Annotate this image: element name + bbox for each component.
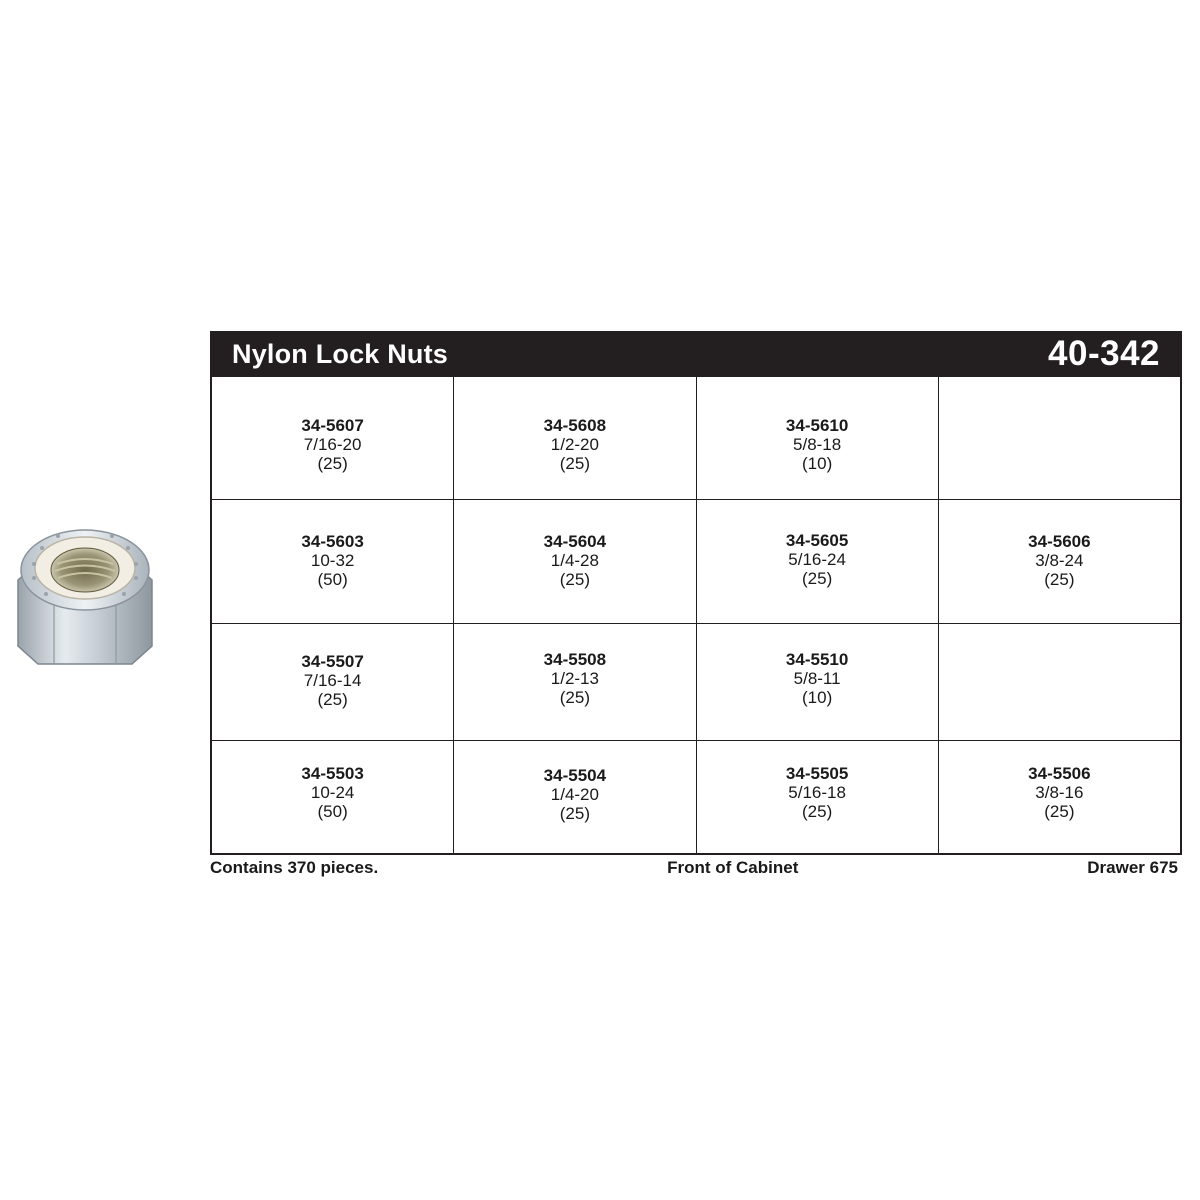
part-number: 34-5506: [1028, 764, 1091, 783]
thread-size: 1/2-13: [550, 669, 599, 688]
grid-row: [212, 624, 1180, 741]
part-number: 34-5503: [301, 764, 364, 783]
part-number: 34-5605: [785, 531, 849, 550]
thread-size: 10-32: [310, 551, 355, 570]
part-number: 34-5603: [301, 532, 364, 551]
quantity: (25): [559, 570, 590, 589]
piece-count: Contains 370 pieces.: [210, 858, 379, 877]
quantity: (25): [802, 569, 833, 588]
part-number: 34-5507: [301, 652, 364, 671]
grid-row: [212, 741, 1180, 855]
thread-size: 5/16-18: [788, 783, 846, 802]
thread-size: 5/8-18: [793, 435, 842, 454]
quantity: (25): [1044, 570, 1075, 589]
compartment-cell: [454, 377, 696, 499]
thread-size: 10-24: [310, 783, 355, 802]
quantity: (25): [802, 802, 833, 821]
thread-size: 7/16-20: [303, 435, 362, 454]
grid-row: [212, 500, 1180, 624]
part-number: 34-5504: [543, 766, 607, 785]
thread-size: 7/16-14: [303, 671, 362, 690]
compartment-cell: [454, 624, 696, 740]
quantity: (25): [559, 688, 590, 707]
quantity: (50): [317, 802, 348, 821]
part-number: 34-5607: [301, 416, 364, 435]
compartment-cell: [697, 377, 939, 499]
compartment-cell: [212, 624, 454, 740]
compartment-grid: [210, 377, 1182, 855]
thread-size: 5/16-24: [788, 550, 846, 569]
part-number: 34-5606: [1028, 532, 1091, 551]
thread-size: 1/4-28: [550, 551, 599, 570]
thread-size: 5/8-11: [793, 669, 841, 688]
chart-title: Nylon Lock Nuts: [232, 338, 449, 369]
quantity: (10): [802, 688, 833, 707]
compartment-cell: [454, 741, 696, 855]
compartment-cell: [697, 741, 939, 855]
compartment-cell: [454, 500, 696, 623]
thread-size: 1/2-20: [550, 435, 599, 454]
part-number: 34-5608: [543, 416, 607, 435]
nylon-lock-nut-icon: [12, 518, 158, 668]
compartment-cell: [212, 741, 454, 855]
compartment-cell: [939, 741, 1180, 855]
compartment-cell: [212, 377, 454, 499]
quantity: (10): [802, 454, 833, 473]
thread-size: 1/4-20: [550, 785, 599, 804]
quantity: (25): [317, 690, 348, 709]
thread-size: 3/8-24: [1035, 551, 1084, 570]
chart-header: [210, 331, 1182, 377]
compartment-cell-empty: [939, 624, 1180, 740]
part-number: 34-5610: [785, 416, 849, 435]
compartment-cell: [697, 500, 939, 623]
compartment-cell: [939, 500, 1180, 623]
compartment-cell: [697, 624, 939, 740]
compartment-cell-empty: [939, 377, 1180, 499]
drawer-number: Drawer 675: [1087, 858, 1178, 877]
drawer-label-chart: [210, 331, 1182, 878]
part-number: 34-5505: [785, 764, 849, 783]
quantity: (25): [559, 454, 590, 473]
thread-size: 3/8-16: [1035, 783, 1084, 802]
quantity: (50): [317, 570, 348, 589]
quantity: (25): [1044, 802, 1075, 821]
quantity: (25): [559, 804, 590, 823]
kit-number: 40-342: [1048, 334, 1160, 373]
part-number: 34-5510: [785, 650, 849, 669]
grid-row: [212, 377, 1180, 500]
cabinet-location: Front of Cabinet: [667, 858, 799, 877]
part-number: 34-5508: [543, 650, 607, 669]
quantity: (25): [317, 454, 348, 473]
part-number: 34-5604: [543, 532, 607, 551]
chart-footer: [210, 858, 1182, 878]
compartment-cell: [212, 500, 454, 623]
